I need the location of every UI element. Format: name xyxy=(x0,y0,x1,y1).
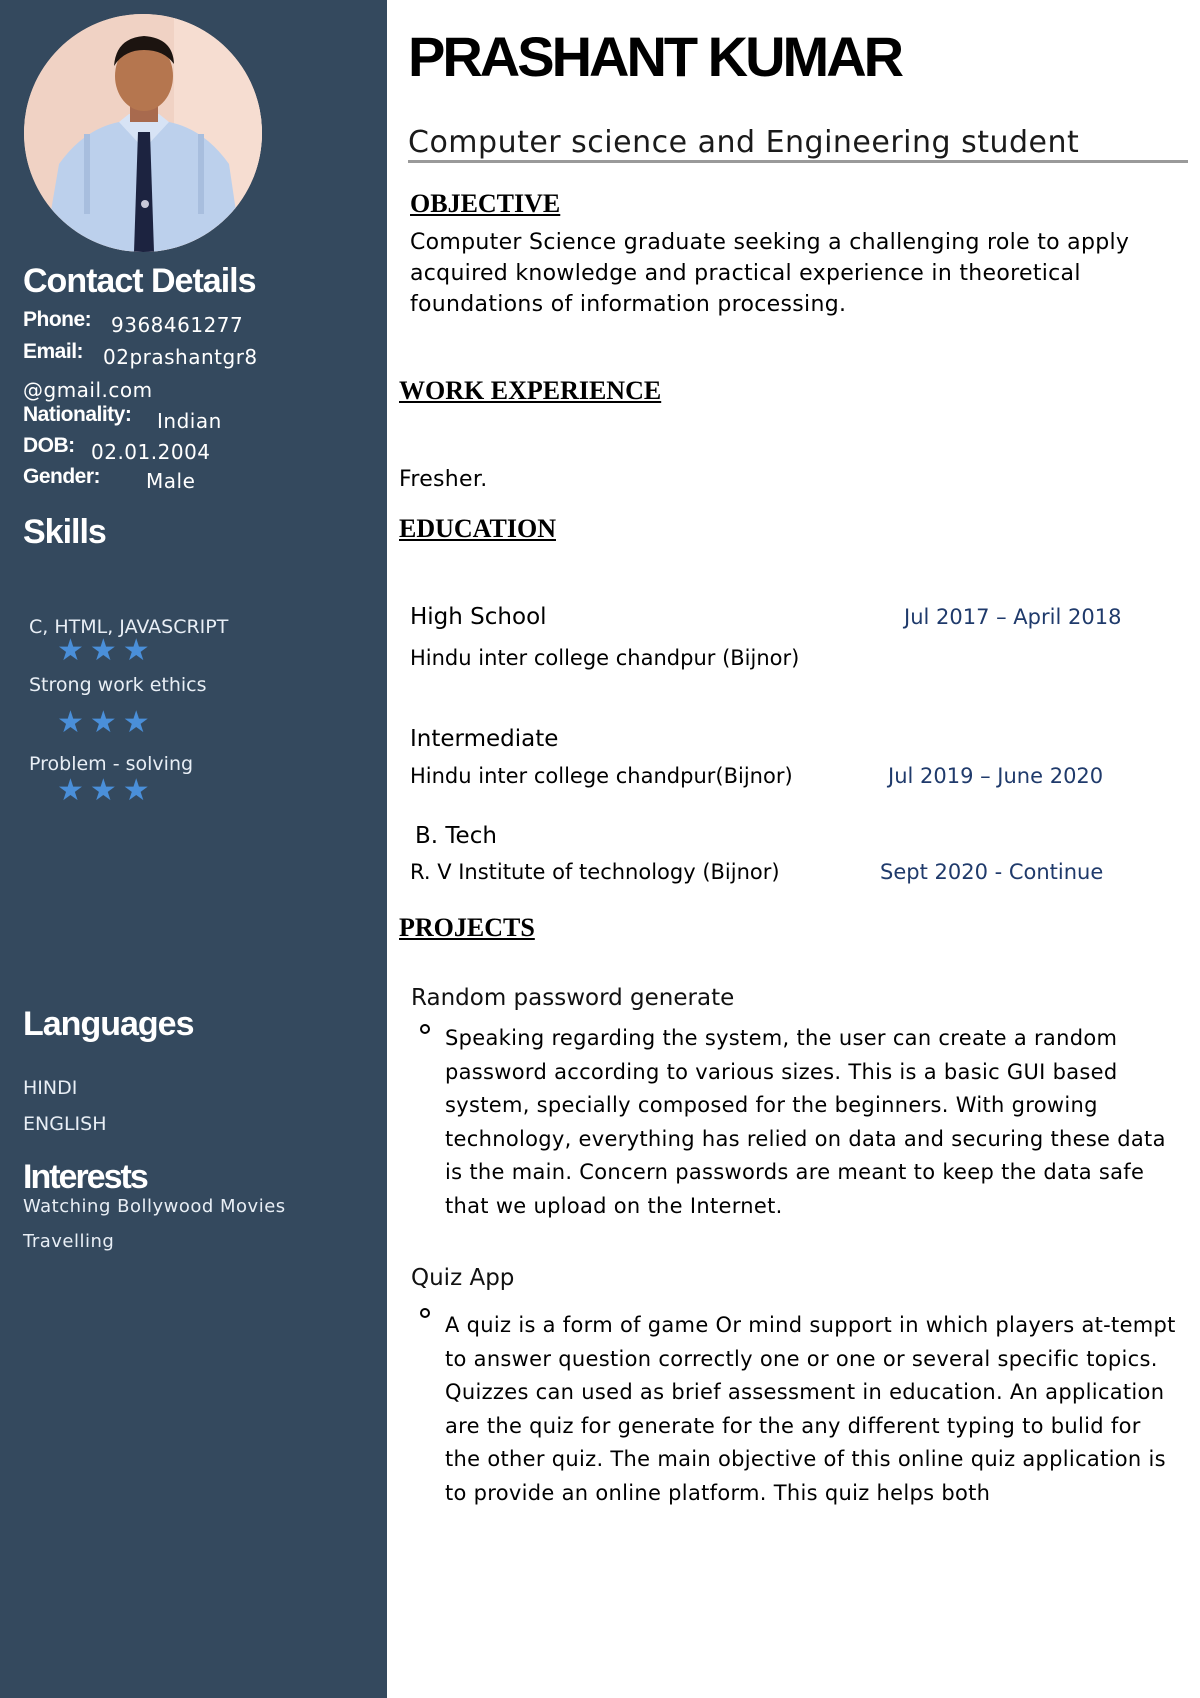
language-item: HINDI xyxy=(23,1077,78,1099)
language-item: ENGLISH xyxy=(23,1113,107,1135)
skill-rating-stars: ★★★ xyxy=(57,773,156,808)
education-dates: Sept 2020 - Continue xyxy=(880,860,1104,884)
email-value-part2: @gmail.com xyxy=(23,378,153,402)
education-heading: EDUCATION xyxy=(399,514,556,543)
interests-heading: Interests xyxy=(23,1158,147,1196)
skills-heading: Skills xyxy=(23,513,106,551)
education-institution: Hindu inter college chandpur(Bijnor) xyxy=(410,764,793,788)
email-label: Email: xyxy=(23,340,84,363)
candidate-subtitle: Computer science and Engineering student xyxy=(408,125,1080,160)
project-description: Speaking regarding the system, the user can create a random password according to various sizes. This is a basic GUI based system, specially composed for the beginners. With growing technology, everything has relied on data and securing these data is the main. Concern passwords are meant to keep the data safe that we upload on the Internet. xyxy=(445,1026,1166,1218)
dob-value: 02.01.2004 xyxy=(91,440,211,464)
work-experience-heading: WORK EXPERIENCE xyxy=(399,376,662,405)
interest-item: Travelling xyxy=(23,1231,115,1252)
education-institution: Hindu inter college chandpur (Bijnor) xyxy=(410,646,800,670)
phone-value: 9368461277 xyxy=(111,313,244,337)
bullet-icon xyxy=(420,1024,430,1034)
bullet-icon xyxy=(420,1308,430,1318)
work-experience-text: Fresher. xyxy=(399,467,488,492)
projects-heading: PROJECTS xyxy=(399,913,535,942)
education-degree: Intermediate xyxy=(410,726,559,752)
person-illustration xyxy=(24,14,262,252)
nationality-label: Nationality: xyxy=(23,403,132,426)
skill-label: C, HTML, JAVASCRIPT xyxy=(29,616,229,638)
objective-text: Computer Science graduate seeking a challenging role to apply acquired knowledge and practical experience in theoretical foundations of information processing. xyxy=(410,230,1130,317)
education-dates: Jul 2017 – April 2018 xyxy=(904,605,1122,629)
project-title: Quiz App xyxy=(411,1265,515,1291)
objective-heading: OBJECTIVE xyxy=(410,189,561,218)
dob-label: DOB: xyxy=(23,434,75,457)
languages-heading: Languages xyxy=(23,1005,194,1043)
project-title: Random password generate xyxy=(411,985,735,1011)
sidebar xyxy=(0,0,387,1698)
skill-rating-stars: ★★★ xyxy=(57,705,156,740)
education-degree: High School xyxy=(410,604,547,630)
contact-details-heading: Contact Details xyxy=(23,262,256,300)
gender-label: Gender: xyxy=(23,465,101,488)
interest-item: Watching Bollywood Movies xyxy=(23,1196,286,1217)
profile-photo xyxy=(24,14,262,252)
skill-rating-stars: ★★★ xyxy=(57,633,156,668)
education-degree: B. Tech xyxy=(415,823,497,849)
candidate-name: PRASHANT KUMAR xyxy=(408,25,902,88)
education-dates: Jul 2019 – June 2020 xyxy=(888,764,1104,788)
education-institution: R. V Institute of technology (Bijnor) xyxy=(410,860,780,884)
subtitle-divider xyxy=(408,160,1188,163)
project-description: A quiz is a form of game Or mind support in which players at-tempt to answer question correctly one or one or several specific topics. Quizzes can used as brief assessment in education. An application are the quiz for generate for the any different typing to bulid for the other quiz. The main objective of this online quiz application is to provide an online platform. This quiz helps both xyxy=(445,1313,1176,1505)
email-value-part1: 02prashantgr8 xyxy=(103,345,258,369)
skill-label: Problem - solving xyxy=(29,753,194,775)
gender-value: Male xyxy=(146,469,196,493)
nationality-value: Indian xyxy=(157,409,222,433)
phone-label: Phone: xyxy=(23,308,92,331)
skill-label: Strong work ethics xyxy=(29,674,207,696)
